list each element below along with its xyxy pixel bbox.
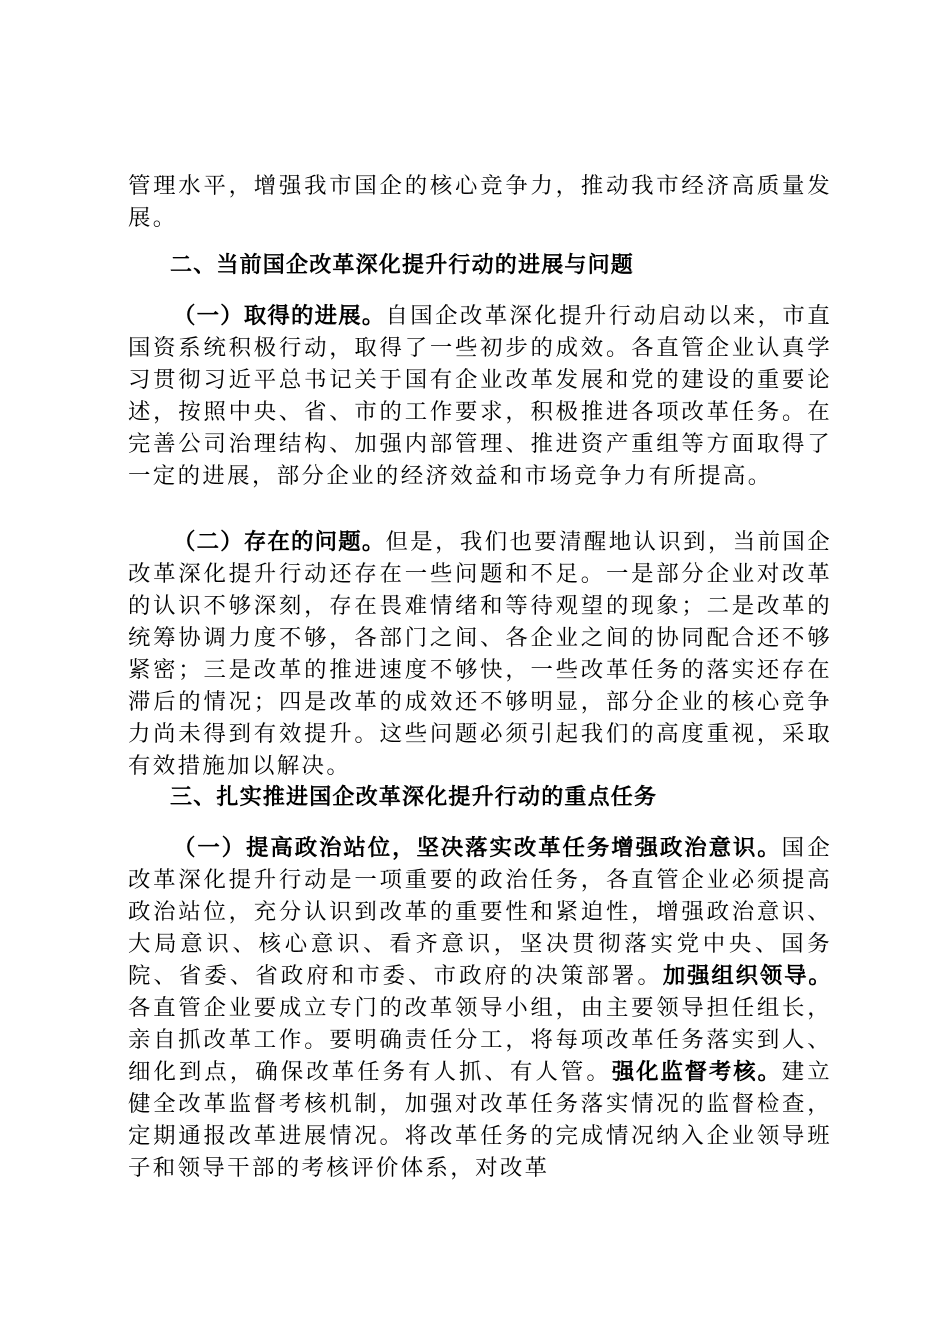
section-3-paragraph-1 bbox=[128, 832, 832, 1184]
paragraph-text: 国企改革深化提升行动是一项重要的政治任务，各直管企业必须提高政治站位，充分认识到改革的重要性和紧迫性，增强政治意识、大局意识、核心意识、看齐意识，坚决贯彻落实党中央、国务院、省委、省政府和市委、市政府的决策部署。 bbox=[128, 835, 832, 989]
paragraph-lead: （一）取得的进展。 bbox=[173, 303, 386, 329]
paragraph-lead: （二）存在的问题。 bbox=[173, 529, 386, 555]
paragraph-text: 建立健全改革监督考核机制，加强对改革任务落实情况的监督检查，定期通报改革进展情况。将改革任务的完成情况纳入企业领导班子和领导干部的考核评价体系，对改革 bbox=[128, 1059, 832, 1181]
paragraph-text: 但是，我们也要清醒地认识到，当前国企改革深化提升行动还存在一些问题和不足。一是部分企业对改革的认识不够深刻，存在畏难情绪和等待观望的现象；二是改革的统筹协调力度不够，各部门之间、各企业之间的协同配合还不够紧密；三是改革的推进速度不够快，一些改革任务的落实还存在滞后的情况；四是改革的成效还不够明显，部分企业的核心竞争力尚未得到有效提升。这些问题必须引起我们的高度重视，采取有效措施加以解决。 bbox=[128, 529, 832, 779]
section-3-heading: 三、扎实推进国企改革深化提升行动的重点任务 bbox=[170, 785, 658, 810]
section-2-heading: 二、当前国企改革深化提升行动的进展与问题 bbox=[170, 253, 635, 278]
paragraph-text: 自国企改革深化提升行动启动以来，市直国资系统积极行动，取得了一些初步的成效。各直管企业认真学习贯彻习近平总书记关于国有企业改革发展和党的建设的重要论述，按照中央、省、市的工作要求，积极推进各项改革任务。在完善公司治理结构、加强内部管理、推进资产重组等方面取得了一定的进展，部分企业的经济效益和市场竞争力有所提高。 bbox=[128, 303, 832, 489]
paragraph-bold-phrase: 强化监督考核。 bbox=[611, 1059, 782, 1085]
section-2-paragraph-1 bbox=[128, 300, 832, 492]
paragraph-lead: （一）提高政治站位，坚决落实改革任务增强政治意识。 bbox=[173, 835, 782, 861]
paragraph-bold-phrase: 加强组织领导。 bbox=[662, 963, 833, 989]
continuation-text: 管理水平，增强我市国企的核心竞争力，推动我市经济高质量发展。 bbox=[128, 173, 832, 231]
continuation-paragraph bbox=[128, 170, 832, 234]
section-2-paragraph-2 bbox=[128, 526, 832, 782]
paragraph-text: 各直管企业要成立专门的改革领导小组，由主要领导担任组长，亲自抓改革工作。要明确责任分工，将每项改革任务落实到人、细化到点，确保改革任务有人抓、有人管。 bbox=[128, 995, 832, 1085]
